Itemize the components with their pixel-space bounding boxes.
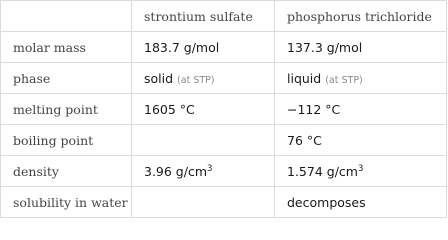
phase-b-value: liquid xyxy=(287,70,322,86)
cell-solubility-b: decomposes xyxy=(275,187,447,218)
row-label-solubility-in-water: solubility in water xyxy=(1,187,132,218)
density-a-exponent: 3 xyxy=(207,163,213,174)
cell-phase-a xyxy=(132,63,275,94)
cell-boiling-point-a xyxy=(132,125,275,156)
cell-density-a xyxy=(132,156,275,187)
cell-molar-mass-b: 137.3 g/mol xyxy=(275,32,447,63)
table-row xyxy=(1,156,447,187)
cell-density-b xyxy=(275,156,447,187)
table-row xyxy=(1,125,447,156)
cell-melting-point-a: 1605 °C xyxy=(132,94,275,125)
table-row xyxy=(1,187,447,218)
density-b-value: 1.574 g/cm xyxy=(287,163,358,179)
table-row xyxy=(1,63,447,94)
table-row xyxy=(1,94,447,125)
row-label-boiling-point: boiling point xyxy=(1,125,132,156)
row-label-phase: phase xyxy=(1,63,132,94)
density-a-value: 3.96 g/cm xyxy=(144,163,208,179)
cell-molar-mass-a: 183.7 g/mol xyxy=(132,32,275,63)
header-empty-cell xyxy=(1,1,132,32)
header-phosphorus-trichloride: phosphorus trichloride xyxy=(275,1,447,32)
density-b-exponent: 3 xyxy=(357,163,364,174)
header-row xyxy=(1,1,447,32)
header-strontium-sulfate: strontium sulfate xyxy=(132,1,275,32)
cell-melting-point-b: −112 °C xyxy=(275,94,447,125)
phase-b-note: (at STP) xyxy=(325,74,363,86)
cell-solubility-a xyxy=(132,187,275,218)
row-label-molar-mass: molar mass xyxy=(1,32,132,63)
cell-phase-b xyxy=(275,63,447,94)
row-label-density: density xyxy=(1,156,132,187)
phase-a-note: (at STP) xyxy=(177,74,215,86)
table-row xyxy=(1,32,447,63)
row-label-melting-point: melting point xyxy=(1,94,132,125)
cell-boiling-point-b: 76 °C xyxy=(275,125,447,156)
phase-a-value: solid xyxy=(144,70,174,86)
